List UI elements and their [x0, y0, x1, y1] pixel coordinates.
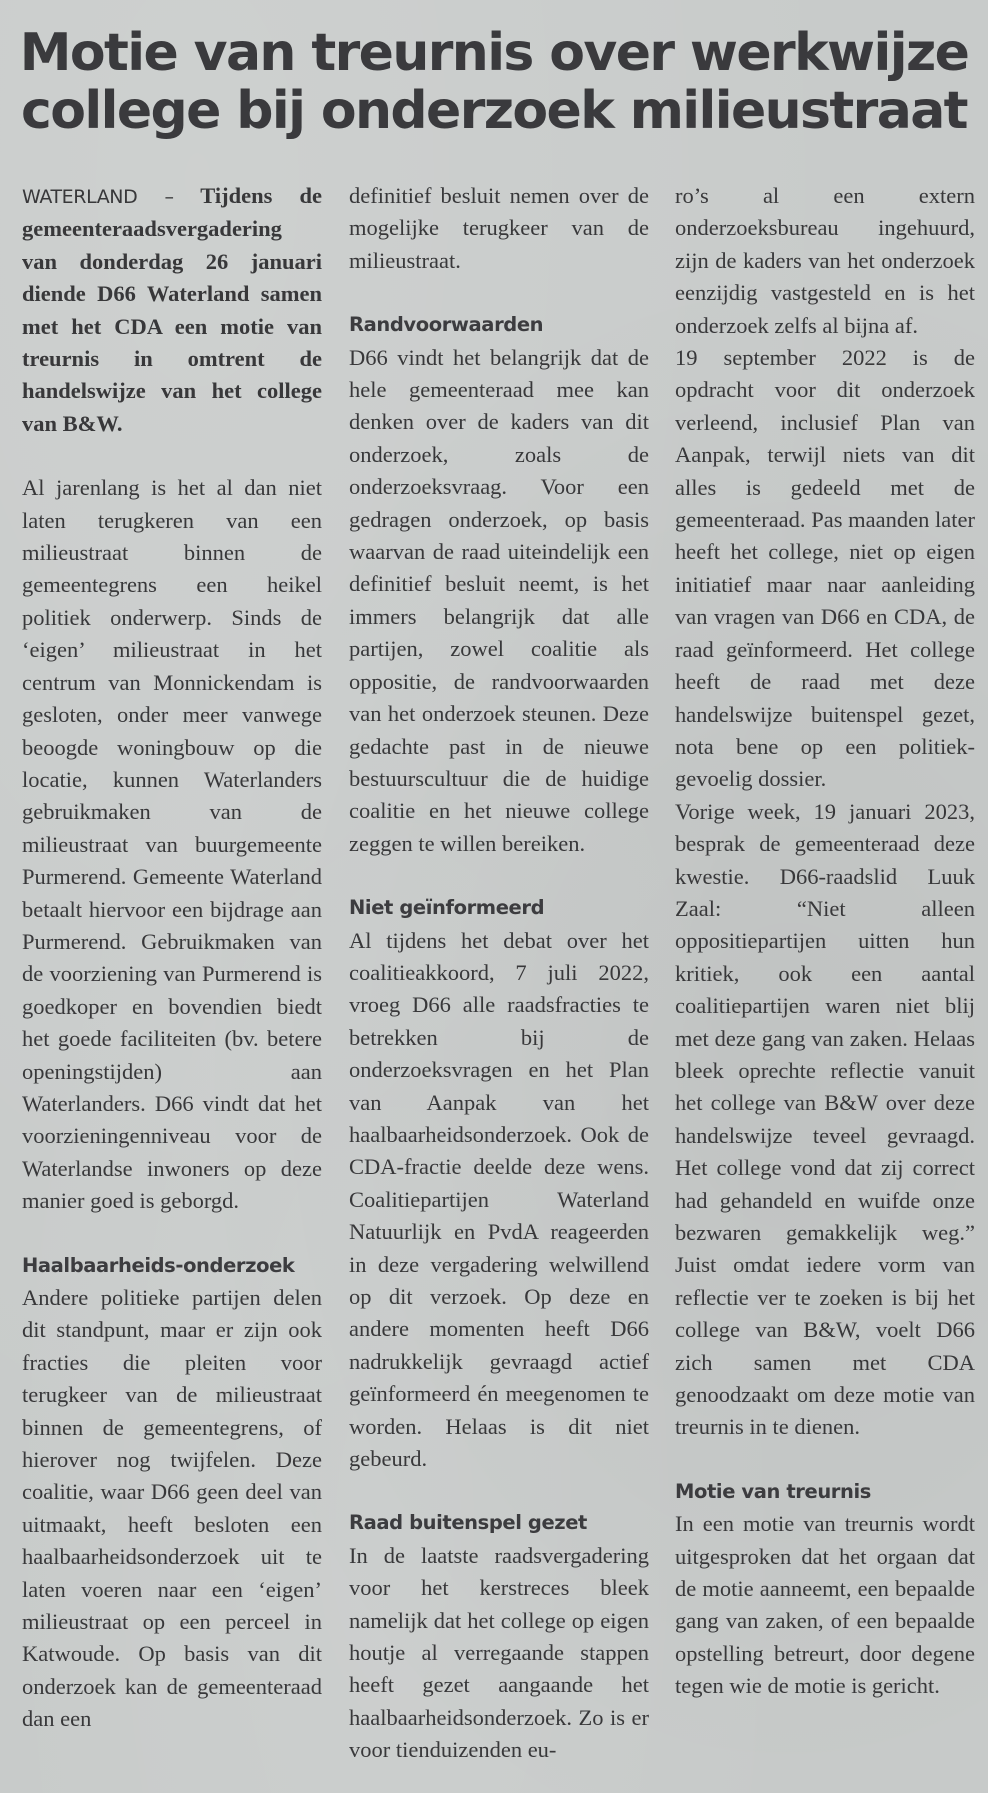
section-1-paragraph-part-2: definitief besluit nemen over de mogelijke terugkeer van de milieustraat. [349, 183, 649, 273]
subhead-raad-buitenspel-gezet: Raad buitenspel gezet [349, 1511, 587, 1535]
subhead-randvoorwaarden: Randvoorwaarden [349, 313, 544, 337]
article-column-3 [675, 180, 975, 1703]
section-4-paragraph-2: 19 september 2022 is de opdracht voor dit onderzoek verleend, inclusief Plan van Aanpak, terwijl niets van dit alles is gedeeld met de gemeenteraad. Pas maanden later heeft het college, niet op eigen initiatief maar naar aanleiding van vragen van D66 en CDA, de raad geïnformeerd. Het college heeft de raad met deze handelswijze buitenspel gezet, nota bene op een politiek-gevoelig dossier. [675, 345, 975, 792]
article-lead [22, 180, 322, 440]
intro-paragraph: Al jarenlang is het al dan niet laten terugkeren van een milieustraat binnen de gemeentegrens een heikel politiek onderwerp. Sinds de ‘eigen’ milieustraat in het centrum van Monnickendam is gesloten, onder meer vanwege beoogde woningbouw op die locatie, kunnen Waterlanders gebruikmaken van de milieustraat van buurgemeente Purmerend. Gemeente Waterland betaalt hiervoor een bijdrage aan Purmerend. Gebruikmaken van de voorziening van Purmerend is goedkoper en bovendien biedt het goede faciliteiten (bv. betere openingstijden) aan Waterlanders. D66 vindt dat het voorzieningenniveau voor de Waterlandse inwoners op deze manier goed is geborgd. [22, 475, 322, 1214]
lead-text: Tijdens de gemeenteraadsvergadering van donderdag 26 januari diende D66 Waterland samen met het CDA een motie van treurnis in omtrent de handelswijze van het college van B&W. [22, 183, 322, 436]
headline-line-1: Motie van treurnis over werkwijze [19, 23, 969, 83]
section-3-paragraph: Al tijdens het debat over het coalitieakkoord, 7 juli 2022, vroeg D66 alle raadsfracties te betrekken bij de onderzoeksvragen en het Plan van Aanpak van het haalbaarheidsonderzoek. Ook de CDA-fractie deelde deze wens. Coalitiepartijen Waterland Natuurlijk en PvdA reageerden in deze vergadering welwillend op dit verzoek. Op deze en andere momenten heeft D66 nadrukkelijk gevraagd actief geïnformeerd én meegenomen te worden. Helaas is dit niet gebeurd. [349, 927, 649, 1472]
headline-line-2: college bij onderzoek milieustraat [21, 81, 967, 141]
article-headline [0, 24, 988, 140]
section-4-paragraph-3: Vorige week, 19 januari 2023, besprak de gemeenteraad deze kwestie. D66-raadslid Luuk Zaal: “Niet alleen oppositiepartijen uitten hun kritiek, ook een aantal coalitiepartijen waren niet blij met deze gang van zaken. Helaas bleek oprechte reflectie vanuit het college van B&W over deze handelswijze teveel gevraagd. Het college vond dat zij correct had gehandeld en wuifde onze bezwaren gemakkelijk weg.” Juist omdat iedere vorm van reflectie ver te zoeken is bij het college van B&W, voelt D66 zich samen met CDA genoodzaakt om deze motie van treurnis in te dienen. [675, 798, 975, 1440]
subhead-motie-van-treurnis: Motie van treurnis [675, 1479, 871, 1503]
section-4-paragraph-1-part-1: In de laatste raadsvergadering voor het kerstreces bleek namelijk dat het college op eigen houtje al verregaande stappen heeft gezet aangaande het haalbaarheidsonderzoek. Zo is er voor tienduizenden eu- [349, 1542, 649, 1763]
section-5-paragraph: In een motie van treurnis wordt uitgesproken dat het orgaan dat de motie aanneemt, een bepaalde gang van zaken, of een bepaalde opstelling betreurt, door degene tegen wie de motie is gericht. [675, 1511, 975, 1699]
subhead-niet-geinformeerd: Niet geïnformeerd [349, 896, 545, 920]
article-column-2 [349, 180, 649, 1767]
section-1-paragraph-part-1: Andere politieke partijen delen dit standpunt, maar er zijn ook fracties die pleiten voor terugkeer van de milieustraat binnen de gemeentegrens, of hierover nog twijfelen. Deze coalitie, waar D66 geen deel van uitmaakt, heeft besloten een haalbaarheidsonderzoek uit te laten voeren naar een ‘eigen’ milieustraat op een perceel in Katwoude. Op basis van dit onderzoek kan de gemeenteraad dan een [22, 1285, 322, 1732]
article-column-1 [22, 180, 322, 1736]
section-4-paragraph-1-part-2: ro’s al een extern onderzoeksbureau ingehuurd, zijn de kaders van het onderzoek eenzijdig vastgesteld en is het onderzoek zelfs al bijna af. [675, 183, 975, 338]
section-2-paragraph: D66 vindt het belangrijk dat de hele gemeenteraad mee kan denken over de kaders van dit onderzoek, zoals de onderzoeksvraag. Voor een gedragen onderzoek, op basis waarvan de raad uiteindelijk een definitief besluit neemt, is het immers belangrijk dat alle partijen, zowel coalitie als oppositie, de randvoorwaarden van het onderzoek steunen. Deze gedachte past in de nieuwe bestuurscultuur die de huidige coalitie en het nieuwe college zeggen te willen bereiken. [349, 344, 649, 856]
subhead-haalbaarheidsonderzoek: Haalbaarheids-onderzoek [22, 1253, 295, 1277]
dateline: WATERLAND – [22, 186, 174, 208]
